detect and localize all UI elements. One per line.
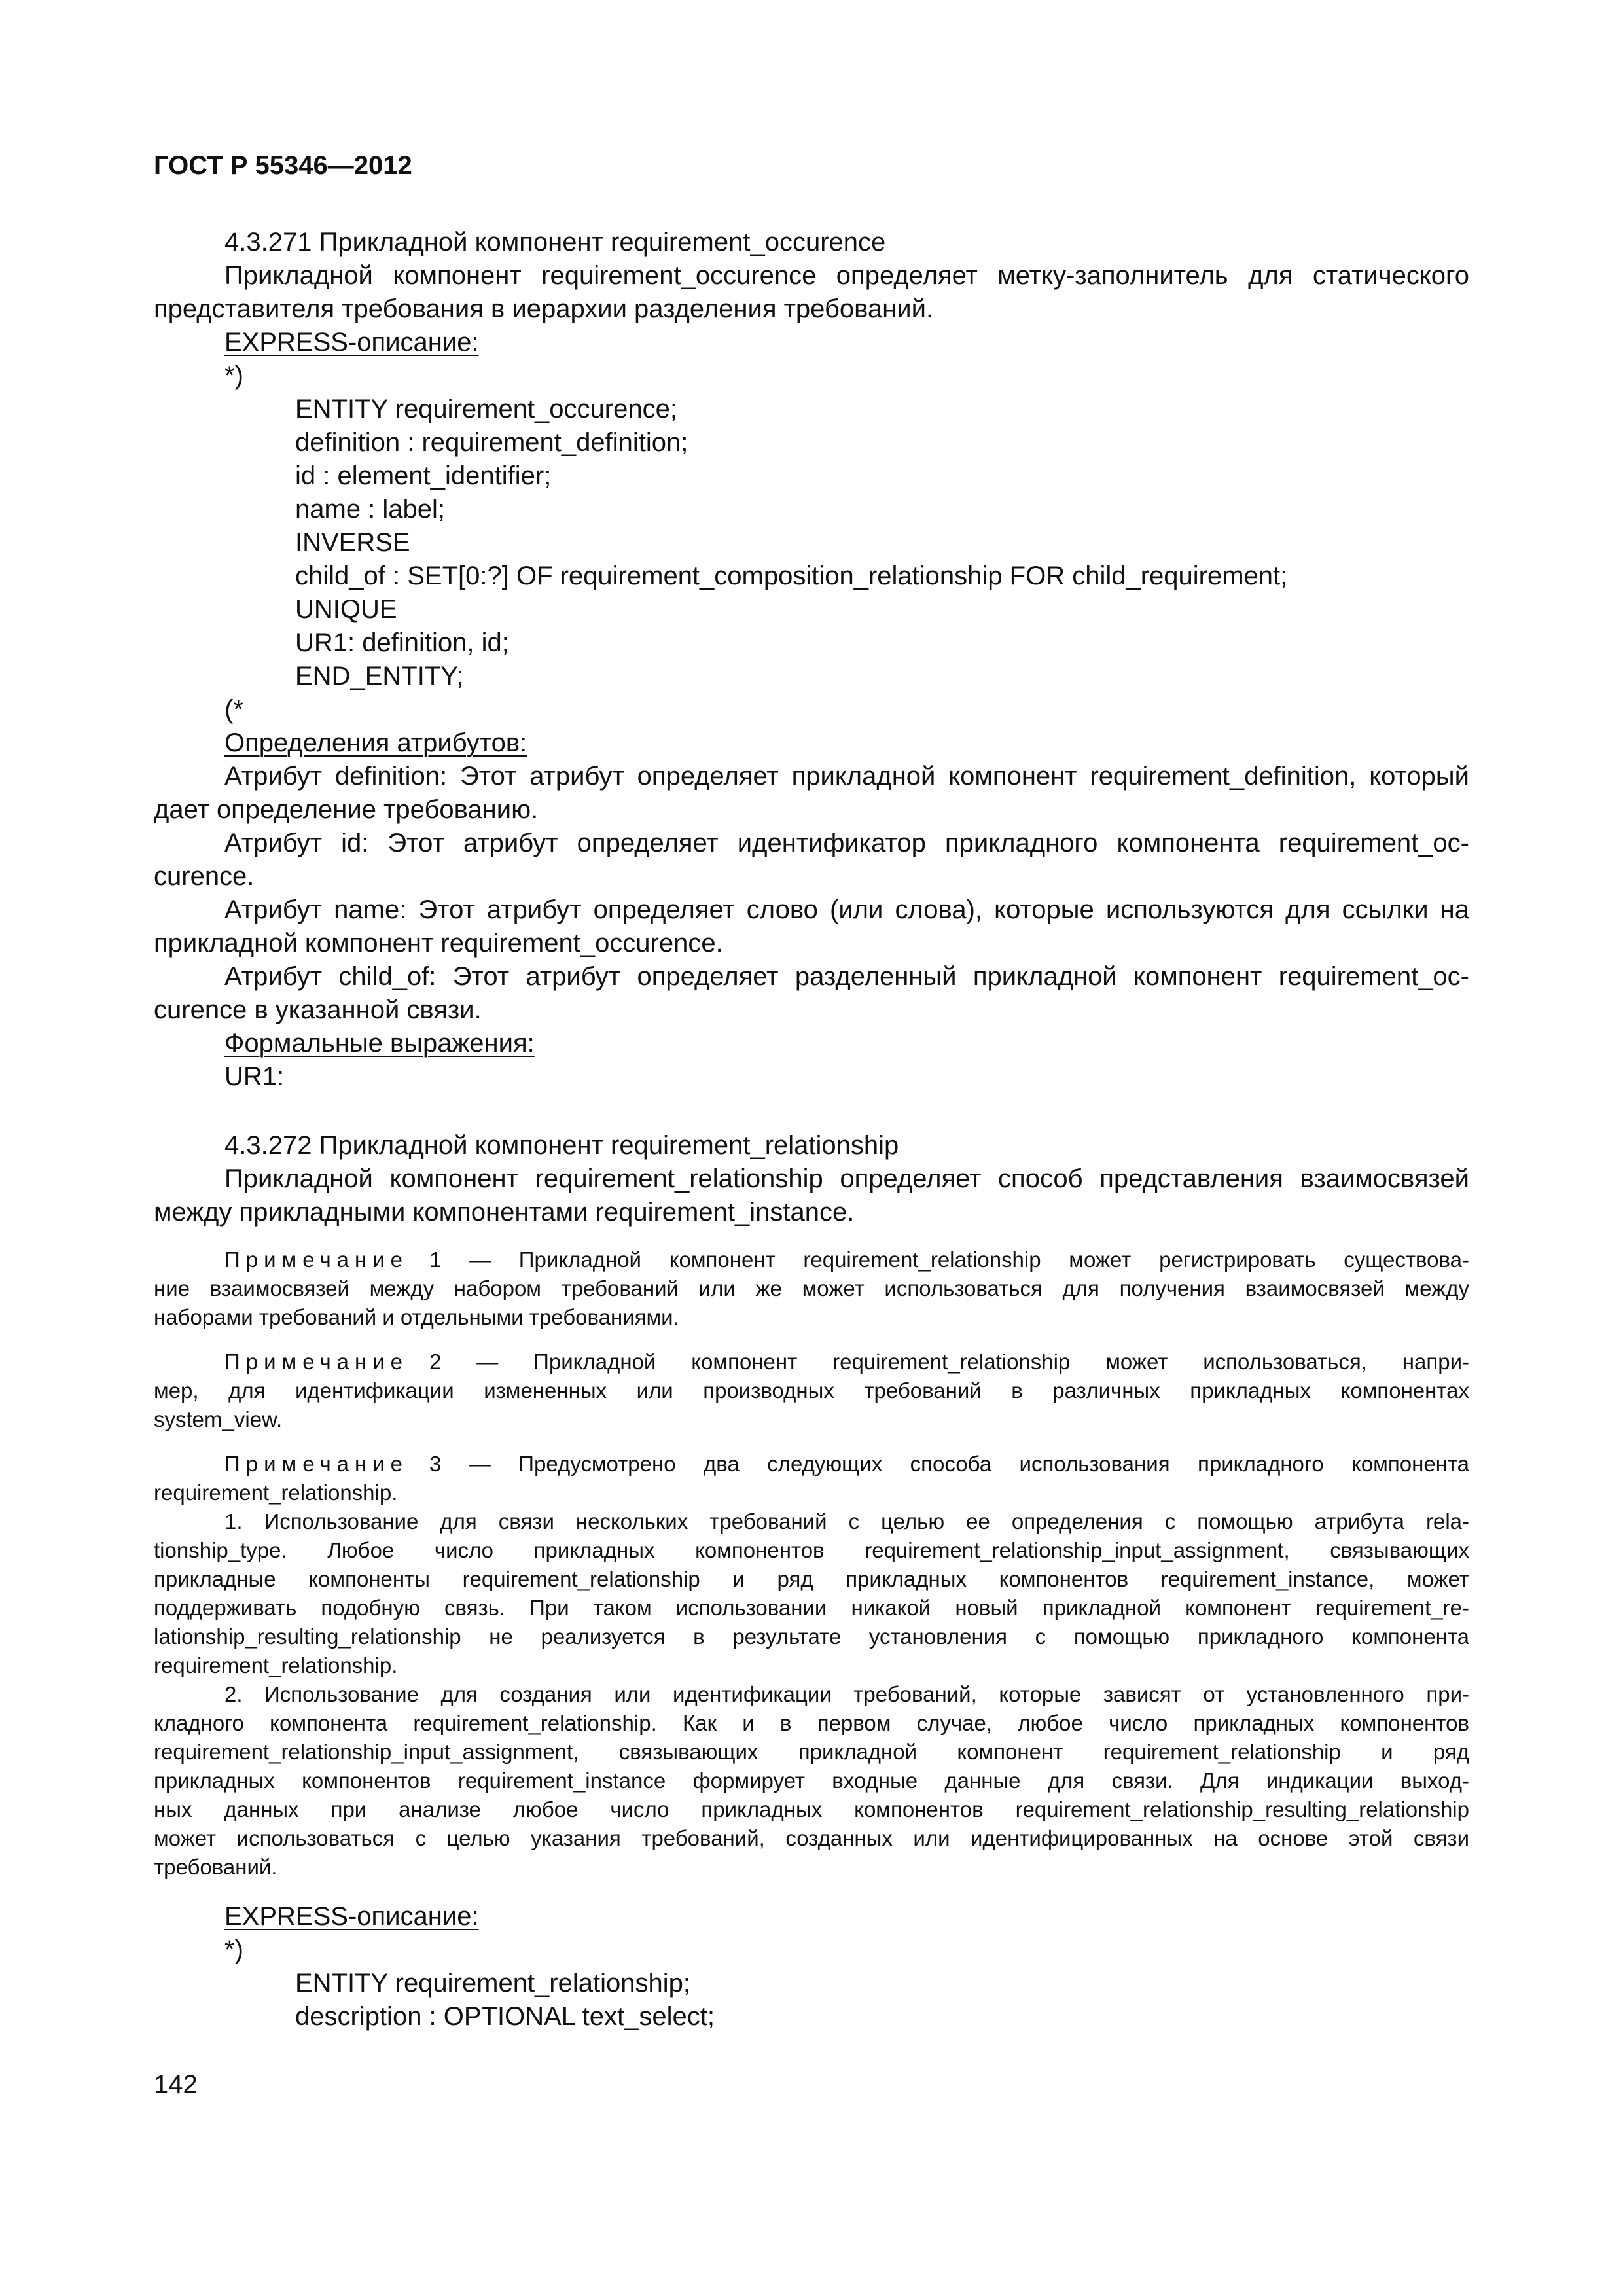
formal-expressions-heading: Формальные выражения: xyxy=(224,1029,535,1058)
note-3-line2: requirement_relationship. xyxy=(154,1480,398,1505)
express-open-marker-271: *) xyxy=(224,361,243,390)
note-3-text: 3 — Предусмотрено два следующих способа использования прикладного компонента xyxy=(429,1452,1469,1476)
section-271-intro-line1: Прикладной компонент requirement_occurence определяет метку-заполнитель для статического xyxy=(224,261,1469,290)
attr-child-of-line1: Атрибут child_of: Этот атрибут определяет разделенный прикладной компонент requirement_oc- xyxy=(224,962,1469,991)
code-line: ENTITY requirement_relationship; xyxy=(295,1969,690,1998)
code-line: INVERSE xyxy=(295,528,410,557)
note-1-text: 1 — Прикладной компонент requirement_relationship может регистрировать существова- xyxy=(429,1247,1469,1272)
attr-child-of-line2: curence в указанной связи. xyxy=(154,996,482,1024)
code-line: ENTITY requirement_occurence; xyxy=(295,395,677,423)
express-heading-271: EXPRESS-описание: xyxy=(224,328,479,357)
item-2-line: требований. xyxy=(154,1855,277,1879)
attr-name-line2: прикладной компонент requirement_occurence. xyxy=(154,929,723,958)
page-number: 142 xyxy=(154,2070,198,2099)
item-1-line: 1. Использование для связи нескольких требований с целью ее определения с помощью атрибута rela- xyxy=(224,1509,1469,1534)
item-1-line: поддерживать подобную связь. При таком использовании никакой новый прикладной компонент requirement_re- xyxy=(154,1596,1469,1620)
item-2-line: может использоваться с целью указания требований, созданных или идентифицированных на основе этой связи xyxy=(154,1826,1469,1850)
item-2-line: прикладных компонентов requirement_instance формирует входные данные для связи. Для индикации выход- xyxy=(154,1768,1469,1793)
attr-name-line1: Атрибут name: Этот атрибут определяет слово (или слова), которые используются для ссылки на xyxy=(224,895,1469,924)
attr-id-line2: curence. xyxy=(154,862,255,891)
code-line: name : label; xyxy=(295,495,446,524)
section-271-intro-line2: представителя требования в иерархии разделения требований. xyxy=(154,295,934,323)
standard-header: ГОСТ Р 55346—2012 xyxy=(154,151,412,180)
item-2-line: requirement_relationship_input_assignment, связывающих прикладной компонент requirement_relationship и ряд xyxy=(154,1740,1469,1764)
formal-expression-ur1: UR1: xyxy=(224,1062,285,1091)
code-line: UR1: definition, id; xyxy=(295,628,509,657)
code-line: END_ENTITY; xyxy=(295,662,464,691)
section-title-271: 4.3.271 Прикладной компонент requirement_occurence xyxy=(224,228,886,257)
express-close-marker-271: (* xyxy=(224,695,243,724)
note-label: Примечание xyxy=(224,1452,409,1476)
item-2-line: 2. Использование для создания или идентификации требований, которые зависят от установленного при- xyxy=(224,1682,1469,1706)
section-272-intro-line2: между прикладными компонентами requirement_instance. xyxy=(154,1198,855,1227)
note-1-line2: ние взаимосвязей между набором требований или же может использоваться для получения взаимосвязей между xyxy=(154,1276,1469,1300)
attr-id-line1: Атрибут id: Этот атрибут определяет идентификатор прикладного компонента requirement_oc- xyxy=(224,829,1469,857)
attr-definition-line1: Атрибут definition: Этот атрибут определяет прикладной компонент requirement_definition, который xyxy=(224,762,1469,791)
code-line: description : OPTIONAL text_select; xyxy=(295,2002,715,2031)
attr-definition-line2: дает определение требованию. xyxy=(154,795,539,824)
note-1-line3: наборами требований и отдельными требованиями. xyxy=(154,1305,679,1329)
note-2-text: 2 — Прикладной компонент requirement_relationship может использоваться, напри- xyxy=(429,1350,1469,1374)
note-2-line1 xyxy=(224,1348,1469,1376)
code-line: UNIQUE xyxy=(295,595,397,624)
code-line: child_of : SET[0:?] OF requirement_composition_relationship FOR child_requirement; xyxy=(295,562,1288,590)
express-heading-272: EXPRESS-описание: xyxy=(224,1902,479,1931)
note-label: Примечание xyxy=(224,1350,409,1374)
note-3-line1 xyxy=(224,1450,1469,1479)
item-1-line: прикладные компоненты requirement_relationship и ряд прикладных компонентов requirement_instance, может xyxy=(154,1567,1469,1591)
express-open-marker-272: *) xyxy=(224,1935,243,1964)
attributes-heading: Определения атрибутов: xyxy=(224,728,527,757)
section-title-272: 4.3.272 Прикладной компонент requirement_relationship xyxy=(224,1131,899,1160)
section-272-intro-line1: Прикладной компонент requirement_relationship определяет способ представления взаимосвязей xyxy=(224,1164,1469,1193)
note-2-line2: мер, для идентификации измененных или производных требований в различных прикладных компонентах xyxy=(154,1378,1469,1403)
item-2-line: кладного компонента requirement_relationship. Как и в первом случае, любое число прикладных компонентов xyxy=(154,1711,1469,1735)
code-line: definition : requirement_definition; xyxy=(295,428,688,457)
item-1-line: tionship_type. Любое число прикладных компонентов requirement_relationship_input_assignment, связывающих xyxy=(154,1538,1469,1562)
note-label: Примечание xyxy=(224,1247,409,1272)
item-1-line: lationship_resulting_relationship не реализуется в результате установления с помощью прикладного компонента xyxy=(154,1624,1469,1649)
note-2-line3: system_view. xyxy=(154,1407,283,1431)
item-1-line: requirement_relationship. xyxy=(154,1653,398,1677)
note-1-line1 xyxy=(224,1246,1469,1274)
code-line: id : element_identifier; xyxy=(295,461,552,490)
item-2-line: ных данных при анализе любое число прикладных компонентов requirement_relationship_resulting_relationship xyxy=(154,1797,1469,1821)
